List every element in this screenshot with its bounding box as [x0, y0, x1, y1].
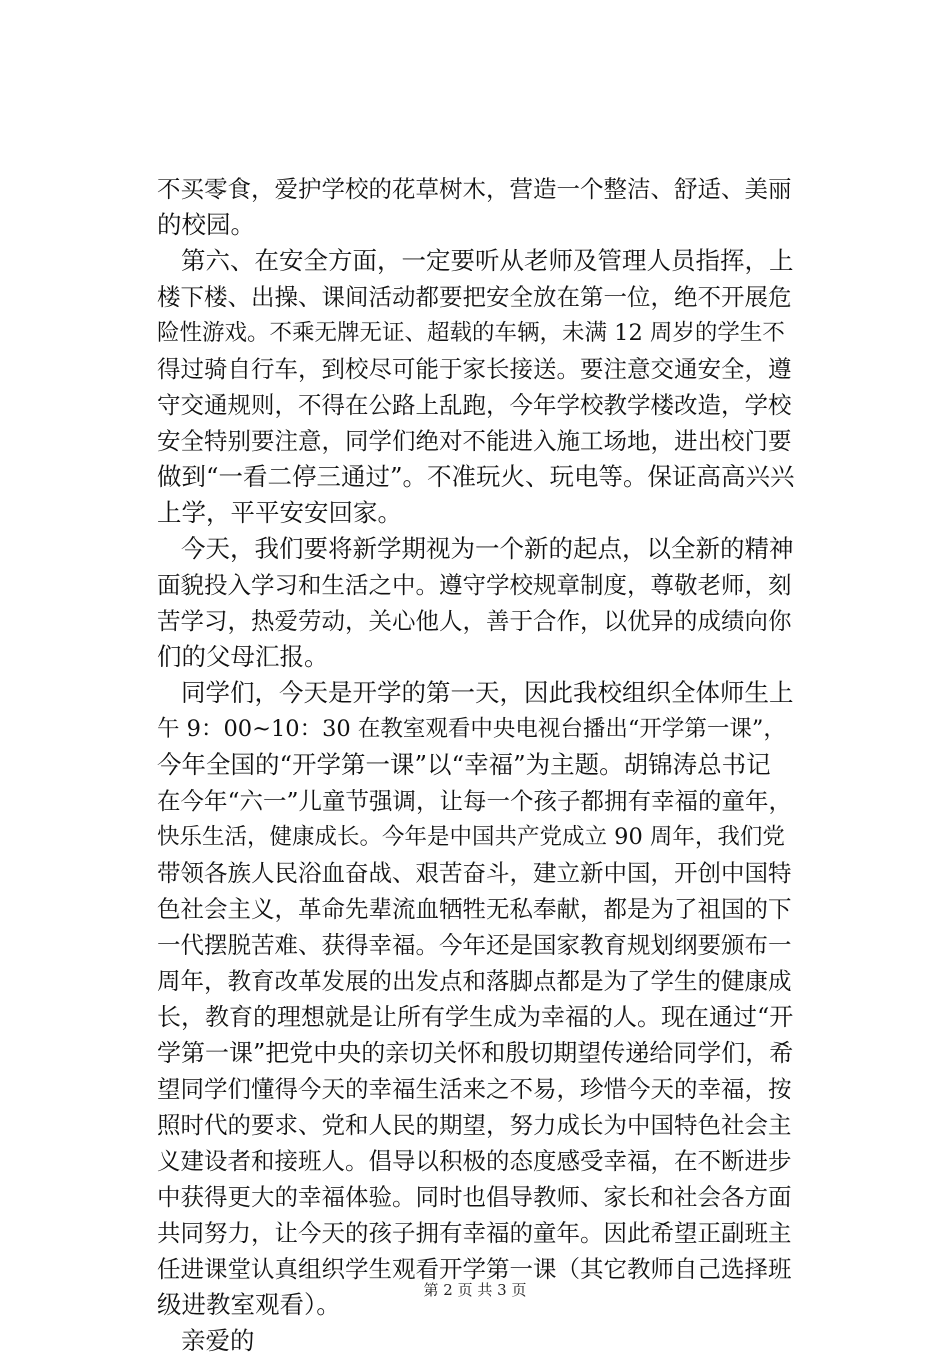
text-line: 的校园。	[157, 210, 255, 239]
text-line: 做到“一看二停三通过”。不准玩火、玩电等。保证高高兴兴	[157, 462, 795, 491]
text-line: 同学们，今天是开学的第一天，因此我校组织全体师生上	[181, 678, 794, 707]
text-line: 长，教育的理想就是让所有学生成为幸福的人。现在通过“开	[157, 1003, 794, 1031]
text-line: 学第一课”把党中央的亲切关怀和殷切期望传递给同学们，希	[157, 1039, 794, 1067]
document-body	[157, 171, 797, 1359]
text-line: 任进课堂认真组织学生观看开学第一课（其它教师自己选择班	[157, 1255, 792, 1283]
text-line: 在今年“六一”儿童节强调，让每一个孩子都拥有幸福的童年，	[157, 787, 793, 815]
text-line: 得过骑自行车，到校尽可能于家长接送。要注意交通安全，遵	[157, 355, 792, 383]
text-line: 周年，教育改革发展的出发点和落脚点都是为了学生的健康成	[157, 967, 792, 995]
text-line: 望同学们懂得今天的幸福生活来之不易，珍惜今天的幸福，按	[157, 1075, 792, 1103]
text-line: 险性游戏。不乘无牌无证、超载的车辆，未满 12 周岁的学生不	[157, 320, 785, 346]
text-line: 共同努力，让今天的孩子拥有幸福的童年。因此希望正副班主	[157, 1219, 792, 1247]
text-line: 义建设者和接班人。倡导以积极的态度感受幸福，在不断进步	[157, 1147, 792, 1175]
text-line: 级进教室观看）。	[157, 1290, 341, 1319]
page-footer: 第 2 页 共 3 页	[423, 1281, 527, 1299]
text-line: 带领各族人民浴血奋战、艰苦奋斗，建立新中国，开创中国特	[157, 859, 792, 887]
text-line: 今年全国的“开学第一课”以“幸福”为主题。胡锦涛总书记	[157, 750, 771, 779]
text-line: 午 9：00~10：30 在教室观看中央电视台播出“开学第一课”，	[157, 716, 786, 742]
text-line: 照时代的要求、党和人民的期望，努力成长为中国特色社会主	[157, 1111, 792, 1139]
text-line: 苦学习，热爱劳动，关心他人，善于合作，以优异的成绩向你	[157, 607, 792, 635]
text-line: 第六、在安全方面，一定要听从老师及管理人员指挥，上	[181, 246, 794, 275]
text-line: 楼下楼、出操、课间活动都要把安全放在第一位，绝不开展危	[157, 283, 792, 311]
text-line: 上学，平平安安回家。	[157, 498, 402, 527]
text-line: 安全特别要注意，同学们绝对不能进入施工场地，进出校门要	[157, 427, 792, 455]
text-line: 们的父母汇报。	[157, 642, 329, 671]
text-line: 不买零食，爱护学校的花草树木，营造一个整洁、舒适、美丽	[157, 175, 792, 203]
text-line: 色社会主义，革命先辈流血牺牲无私奉献，都是为了祖国的下	[157, 895, 792, 923]
text-line: 面貌投入学习和生活之中。遵守学校规章制度，尊敬老师，刻	[157, 571, 792, 599]
text-line: 快乐生活，健康成长。今年是中国共产党成立 90 周年，我们党	[157, 824, 785, 850]
text-line: 今天，我们要将新学期视为一个新的起点，以全新的精神	[181, 534, 794, 563]
text-line: 亲爱的	[181, 1326, 255, 1355]
text-line: 一代摆脱苦难、获得幸福。今年还是国家教育规划纲要颁布一	[157, 931, 792, 959]
text-line: 中获得更大的幸福体验。同时也倡导教师、家长和社会各方面	[157, 1183, 792, 1211]
text-line: 守交通规则，不得在公路上乱跑，今年学校教学楼改造，学校	[157, 391, 792, 419]
